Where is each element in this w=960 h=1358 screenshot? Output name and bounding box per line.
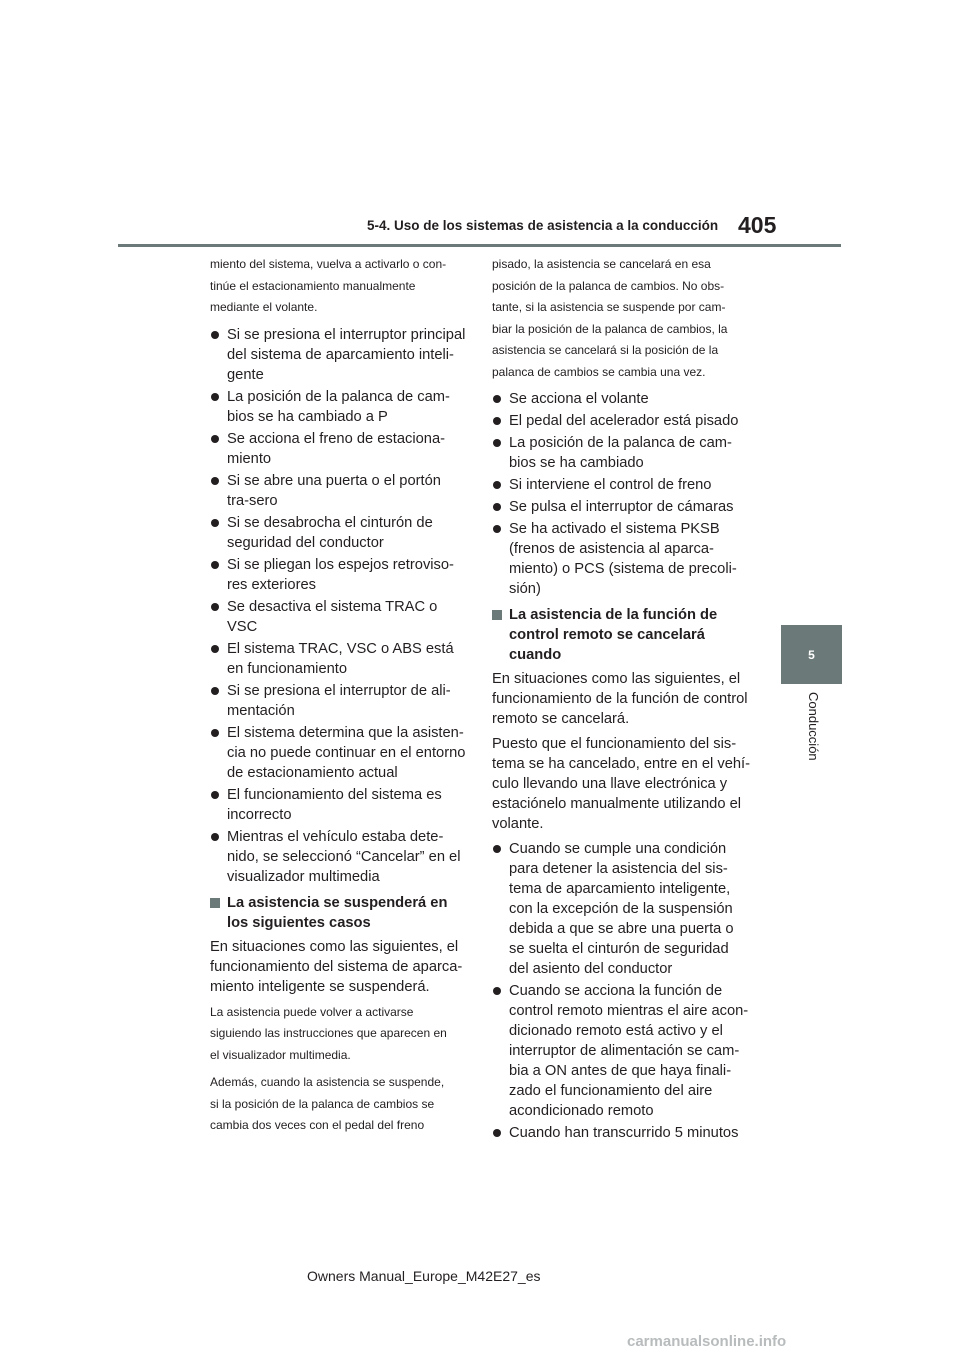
bullet-icon (211, 687, 219, 695)
bullet-icon (493, 503, 501, 511)
list-item: Si se presiona el interruptor principal del sistema de aparcamiento inteli-gente (210, 325, 466, 385)
list-item: Mientras el vehículo estaba dete-nido, se seleccionó “Cancelar” en el visualizador multimedia (210, 827, 466, 887)
bullet-icon (211, 519, 219, 527)
remote-cancel-list (492, 839, 752, 1143)
chapter-number: 5 (808, 647, 815, 662)
list-item: La posición de la palanca de cam-bios se ha cambiado (492, 433, 752, 473)
list-item: Si se presiona el interruptor de ali-mentación (210, 681, 466, 721)
cancel-conditions-list (492, 389, 752, 599)
square-bullet-icon (210, 898, 220, 908)
bullet-icon (211, 477, 219, 485)
list-item: Cuando han transcurrido 5 minutos (492, 1123, 752, 1143)
list-item: El sistema determina que la asisten-cia no puede continuar en el entorno de estacionamiento actual (210, 723, 466, 783)
list-item: Se acciona el volante (492, 389, 752, 409)
note-paragraph: Además, cuando la asistencia se suspende, si la posición de la palanca de cambios se cambia dos veces con el pedal del freno (210, 1075, 445, 1132)
bullet-icon (211, 561, 219, 569)
bullet-icon (493, 845, 501, 853)
watermark: carmanualsonline.info (627, 1333, 787, 1350)
cancel-conditions-list (210, 325, 466, 887)
bullet-icon (211, 645, 219, 653)
bullet-icon (493, 987, 501, 995)
list-item: El sistema TRAC, VSC o ABS está en funcionamiento (210, 639, 466, 679)
page-number: 405 (738, 212, 777, 238)
bullet-icon (211, 833, 219, 841)
bullet-icon (211, 393, 219, 401)
document-name: Owners Manual_Europe_M42E27_es (307, 1268, 541, 1284)
note-paragraph: La asistencia puede volver a activarse siguiendo las instrucciones que aparecen en el visualizador multimedia. (210, 1004, 447, 1062)
bullet-icon (211, 729, 219, 737)
bullet-icon (493, 481, 501, 489)
body-paragraph: En situaciones como las siguientes, el funcionamiento de la función de control remoto se cancelará. (492, 671, 748, 727)
bullet-icon (211, 603, 219, 611)
list-item: Cuando se acciona la función de control remoto mientras el aire acon-dicionado remoto está activo y el interruptor de alimentación se cam-bia a ON antes de que haya finali-zado el funcionamiento del aire acondicionado remoto (492, 981, 752, 1121)
list-item: Si se abre una puerta o el portón tra-sero (210, 471, 466, 511)
right-column (492, 254, 752, 1149)
bullet-icon (211, 331, 219, 339)
bullet-icon (211, 791, 219, 799)
chapter-tab[interactable] (781, 625, 842, 684)
list-item: Si interviene el control de freno (492, 475, 752, 495)
list-item: El funcionamiento del sistema es incorrecto (210, 785, 466, 825)
list-item: Se pulsa el interruptor de cámaras (492, 497, 752, 517)
bullet-icon (493, 525, 501, 533)
header-divider (118, 244, 841, 247)
section-heading: La asistencia se suspenderá en los siguientes casos (210, 893, 466, 933)
chapter-label: Conducción (806, 692, 821, 761)
section-title: 5-4. Uso de los sistemas de asistencia a la conducción (367, 218, 719, 233)
body-paragraph: En situaciones como las siguientes, el funcionamiento del sistema de aparca-miento inteligente se suspenderá. (210, 938, 463, 995)
list-item: La posición de la palanca de cam-bios se ha cambiado a P (210, 387, 466, 427)
list-item: Cuando se cumple una condición para detener la asistencia del sis-tema de aparcamiento inteligente, con la excepción de la suspensión debida a que se abre una puerta o se suelta el cinturón de seguridad del asiento del conductor (492, 839, 752, 979)
list-item: Se acciona el freno de estaciona-miento (210, 429, 466, 469)
bullet-icon (493, 417, 501, 425)
list-item: Si se pliegan los espejos retroviso-res exteriores (210, 555, 466, 595)
bullet-icon (211, 435, 219, 443)
list-item: Se ha activado el sistema PKSB (frenos de asistencia al aparca-miento) o PCS (sistema de precoli-sión) (492, 519, 752, 599)
list-item: Se desactiva el sistema TRAC o VSC (210, 597, 466, 637)
intro-paragraph: pisado, la asistencia se cancelará en esa posición de la palanca de cambios. No obs- tante, si la asistencia se suspende por cam- biar la posición de la palanca de cambios, la asistencia se cancelará si la posición de la palanca de cambios se cambia una vez. (492, 257, 728, 379)
list-item: Si se desabrocha el cinturón de seguridad del conductor (210, 513, 466, 553)
bullet-icon (493, 439, 501, 447)
section-heading: La asistencia de la función de control remoto se cancelará cuando (492, 605, 752, 665)
square-bullet-icon (492, 610, 502, 620)
bullet-icon (493, 395, 501, 403)
intro-paragraph: miento del sistema, vuelva a activarlo o con- tinúe el estacionamiento manualmente mediante el volante. (210, 257, 447, 314)
bullet-icon (493, 1129, 501, 1137)
body-paragraph: Puesto que el funcionamiento del sis-tema se ha cancelado, entre en el vehí-culo llevando una llave electrónica y estaciónelo manualmente utilizando el volante. (492, 736, 751, 832)
left-column (210, 254, 466, 1143)
list-item: El pedal del acelerador está pisado (492, 411, 752, 431)
